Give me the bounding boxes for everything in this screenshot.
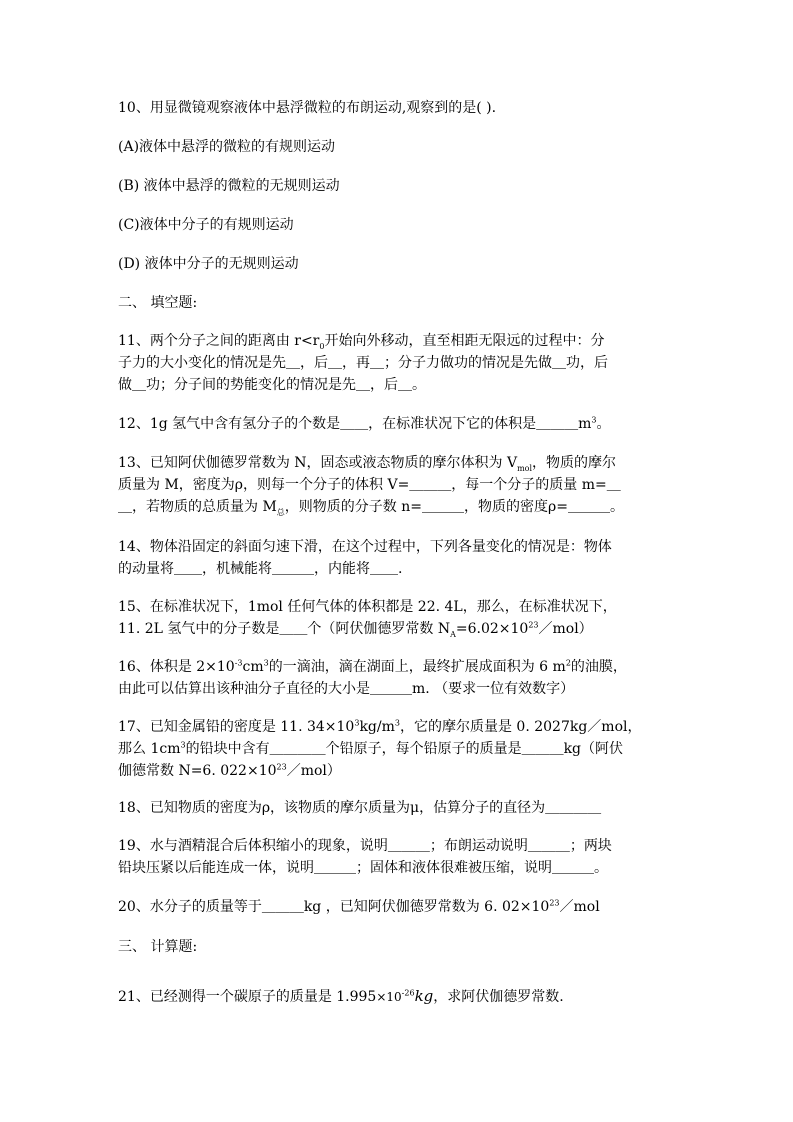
question-16: 16、体积是 $2\times 10^{-3}cm^3$的一滴油，滴在湖面上，最终扩展成面积为 6 $m^2$的油膜， 由此可以估算出该种油分子直径的大小是＿＿＿m. （要求一位有效数字）: [118, 658, 627, 697]
question-10-stem: 10、用显微镜观察液体中悬浮微粒的布朗运动,观察到的是( ).: [118, 100, 497, 116]
question-13: 13、已知阿伏伽德罗常数为 N，固态或液态物质的摩尔体积为 $V_{mol}$，物质的摩尔 质量为 M，密度为ρ，则每一个分子的体积 V=＿＿＿，每一个分子的质量 m=＿ ＿，若物质的总质量为 $M_总$，则物质的分子数 n=＿＿＿，物质的密度ρ=＿＿＿。: [118, 455, 624, 517]
question-10-option-a: (A)液体中悬浮的微粒的有规则运动: [118, 139, 336, 155]
question-18: 18、已知物质的密度为ρ，该物质的摩尔质量为μ，估算分子的直径为＿＿＿＿: [118, 800, 602, 816]
section-2-heading: 二、 填空题:: [118, 295, 198, 311]
question-17: 17、已知金属铅的密度是 11. $34\times 10^3kg/m^3$，它的摩尔质量是 0. 2027kg／mol， 那么 $1cm^3$的铅块中含有＿＿＿＿个铅原子，每个铅原子的质量是＿＿＿kg（阿伏 伽德常数 N=6. $022\times 10^{23}/mol$）: [118, 718, 642, 779]
question-10-option-d: (D) 液体中分子的无规则运动: [118, 256, 299, 272]
question-21: 21、已经测得一个碳原子的质量是 $1.995\times 10^{-26}kg$，求阿伏伽德罗常数.: [118, 987, 564, 1005]
section-3-heading: 三、 计算题:: [118, 939, 198, 955]
question-15: 15、在标准状况下，1mol 任何气体的体积都是 22. 4L，那么，在标准状况下， 11. 2L 氢气中的分子数是＿＿个（阿伏伽德罗常数 $N_A=6.02\times 10^{23}/mol$）: [118, 599, 617, 639]
question-11: 11、两个分子之间的距离由 $r<r_0$开始向外移动，直至相距无限远的过程中：分 子力的大小变化的情况是先＿，后＿，再＿；分子力做功的情况是先做＿功，后 做＿功；分子间的势能变化的情况是先＿，后＿。: [118, 333, 608, 393]
question-10-option-b: (B) 液体中悬浮的微粒的无规则运动: [118, 178, 340, 194]
question-19: 19、水与酒精混合后体积缩小的现象，说明＿＿＿；布朗运动说明＿＿＿；两块 铅块压紧以后能连成一体，说明＿＿＿；固体和液体很难被压缩，说明＿＿＿。: [118, 838, 612, 876]
question-14: 14、物体沿固定的斜面匀速下滑，在这个过程中，下列各量变化的情况是：物体 的动量将＿＿，机械能将＿＿＿，内能将＿＿.: [118, 539, 612, 577]
question-12: 12、1g 氢气中含有氢分子的个数是＿＿，在标准状况下它的体积是$\_\_\_m^3$。: [118, 415, 611, 432]
question-10-option-c: (C)液体中分子的有规则运动: [118, 217, 294, 233]
question-20: 20、水分子的质量等于＿＿＿kg ，已知阿伏伽德罗常数为 6. $02\times 10^{23}/mol$: [118, 898, 600, 915]
